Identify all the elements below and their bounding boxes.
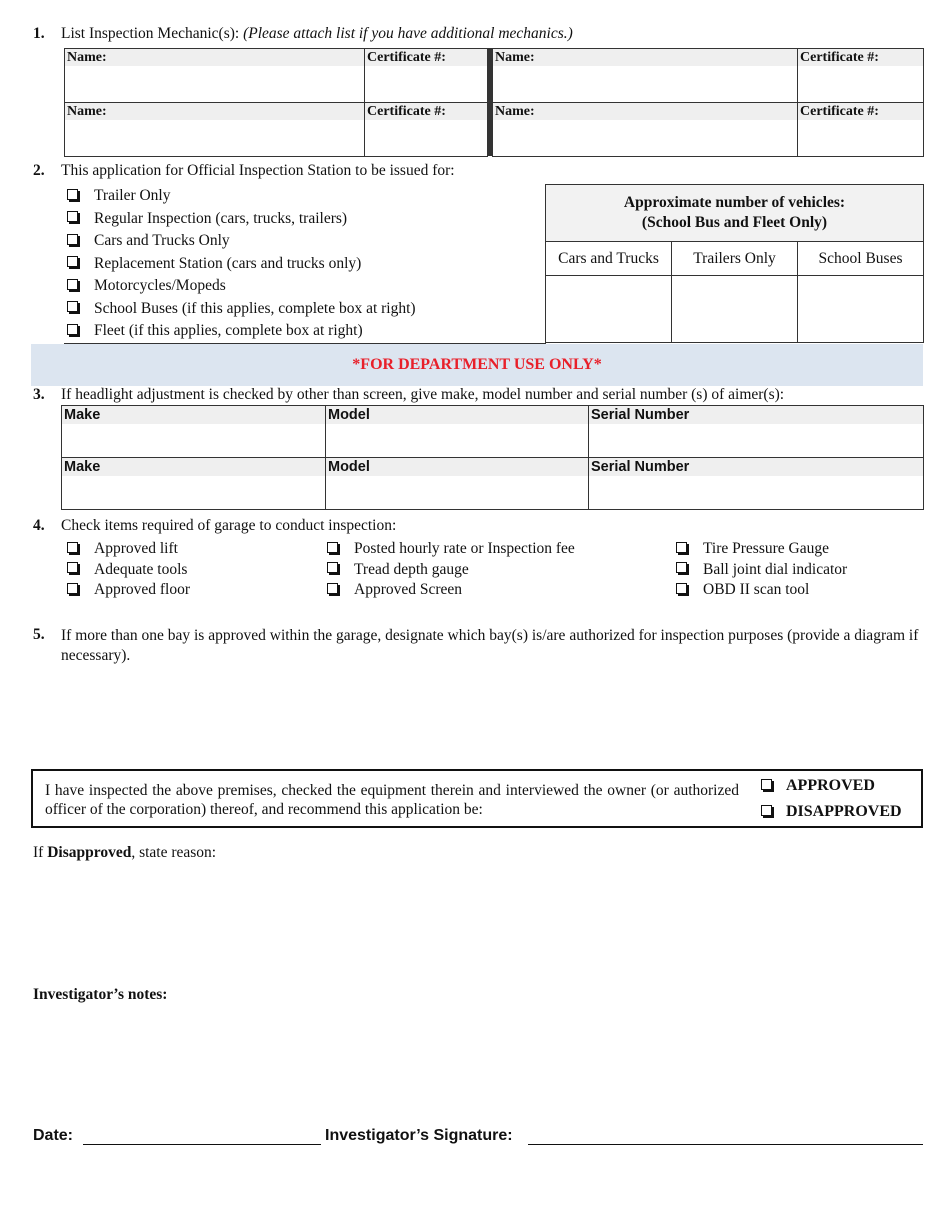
item-tread-depth-gauge[interactable]: Tread depth gauge: [327, 560, 575, 581]
checkbox-icon[interactable]: [67, 279, 78, 290]
section-3-text: If headlight adjustment is checked by other than screen, give make, model number and serial number (s) of aimer(s):: [61, 386, 785, 403]
item-approved-floor[interactable]: Approved floor: [67, 580, 190, 601]
trailers-count-field[interactable]: [672, 276, 798, 343]
vehicle-box-title: Approximate number of vehicles: (School Bus and Fleet Only): [546, 185, 924, 242]
option-replacement-station[interactable]: Replacement Station (cars and trucks only): [67, 253, 416, 276]
mechanic-cert-field-2[interactable]: Certificate #:: [798, 49, 924, 103]
section-4-text: Check items required of garage to conduct inspection:: [61, 517, 397, 534]
section-3-number: 3.: [33, 386, 45, 403]
recommendation-box: [31, 769, 923, 828]
aimer-table: [61, 405, 924, 510]
station-type-options: [67, 185, 416, 343]
checkbox-icon[interactable]: [67, 256, 78, 267]
garage-items-col-2: [327, 539, 575, 601]
signature-label: Investigator’s Signature:: [325, 1127, 513, 1144]
mechanic-cert-field-1[interactable]: Certificate #:: [365, 49, 488, 103]
aimer-make-field-1[interactable]: Make: [62, 406, 326, 458]
mechanic-name-field-1[interactable]: Name:: [65, 49, 365, 103]
item-tire-pressure-gauge[interactable]: Tire Pressure Gauge: [676, 539, 847, 560]
cars-trucks-count-field[interactable]: [546, 276, 672, 343]
vehicle-count-box: [545, 184, 924, 343]
option-motorcycles[interactable]: Motorcycles/Mopeds: [67, 275, 416, 298]
date-field[interactable]: [83, 1144, 321, 1145]
school-buses-count-field[interactable]: [798, 276, 924, 343]
mechanic-name-field-4[interactable]: Name:: [493, 103, 798, 157]
checkbox-icon[interactable]: [676, 542, 687, 553]
checkbox-icon[interactable]: [67, 583, 78, 594]
checkbox-icon[interactable]: [676, 562, 687, 573]
col-header-trailers: Trailers Only: [672, 242, 798, 276]
approved-option[interactable]: APPROVED: [761, 777, 875, 795]
section-5-number: 5.: [33, 626, 45, 643]
checkbox-icon[interactable]: [67, 234, 78, 245]
item-posted-rate[interactable]: Posted hourly rate or Inspection fee: [327, 539, 575, 560]
mechanic-name-field-2[interactable]: Name:: [493, 49, 798, 103]
section-4-number: 4.: [33, 517, 45, 534]
date-label: Date:: [33, 1127, 74, 1144]
checkbox-icon[interactable]: [67, 542, 78, 553]
investigator-notes-label: Investigator’s notes:: [33, 986, 168, 1003]
checkbox-icon[interactable]: [761, 805, 772, 816]
section-1-note: (Please attach list if you have additional mechanics.): [243, 25, 573, 42]
item-ball-joint-indicator[interactable]: Ball joint dial indicator: [676, 560, 847, 581]
section-2-text: This application for Official Inspection Station to be issued for:: [61, 162, 455, 179]
item-approved-screen[interactable]: Approved Screen: [327, 580, 575, 601]
checkbox-icon[interactable]: [761, 779, 772, 790]
option-fleet[interactable]: Fleet (if this applies, complete box at right): [67, 320, 416, 343]
checkbox-icon[interactable]: [327, 583, 338, 594]
aimer-serial-field-2[interactable]: Serial Number: [589, 458, 924, 510]
aimer-make-field-2[interactable]: Make: [62, 458, 326, 510]
checkbox-icon[interactable]: [67, 324, 78, 335]
col-header-cars-trucks: Cars and Trucks: [546, 242, 672, 276]
aimer-serial-field-1[interactable]: Serial Number: [589, 406, 924, 458]
item-approved-lift[interactable]: Approved lift: [67, 539, 190, 560]
checkbox-icon[interactable]: [327, 542, 338, 553]
signature-field[interactable]: [528, 1144, 923, 1145]
mechanic-name-field-3[interactable]: Name:: [65, 103, 365, 157]
checkbox-icon[interactable]: [67, 562, 78, 573]
mechanics-table-right: [492, 48, 924, 157]
option-school-buses[interactable]: School Buses (if this applies, complete box at right): [67, 298, 416, 321]
aimer-model-field-2[interactable]: Model: [326, 458, 589, 510]
item-obd-scan-tool[interactable]: OBD II scan tool: [676, 580, 847, 601]
checkbox-icon[interactable]: [67, 189, 78, 200]
mechanic-cert-field-4[interactable]: Certificate #:: [798, 103, 924, 157]
section-1-number: 1.: [33, 25, 45, 42]
section-5-text: If more than one bay is approved within the garage, designate which bay(s) is/are authorized for inspection purposes (provide a diagram if necessary).: [61, 627, 919, 664]
item-adequate-tools[interactable]: Adequate tools: [67, 560, 190, 581]
checkbox-icon[interactable]: [67, 211, 78, 222]
mechanic-cert-field-3[interactable]: Certificate #:: [365, 103, 488, 157]
checkbox-icon[interactable]: [327, 562, 338, 573]
checkbox-icon[interactable]: [676, 583, 687, 594]
col-header-school-buses: School Buses: [798, 242, 924, 276]
option-cars-trucks-only[interactable]: Cars and Trucks Only: [67, 230, 416, 253]
section-2-number: 2.: [33, 162, 45, 179]
garage-items-col-1: [67, 539, 190, 601]
department-use-text: *FOR DEPARTMENT USE ONLY*: [352, 356, 602, 373]
section-1-heading: [61, 25, 573, 43]
checkbox-icon[interactable]: [67, 301, 78, 312]
recommendation-text: I have inspected the above premises, checked the equipment therein and interviewed the owner (or authorized officer of the corporation) thereof, and recommend this application be:: [45, 782, 739, 818]
disapproved-reason-label: If Disapproved, state reason:: [33, 844, 217, 861]
option-regular-inspection[interactable]: Regular Inspection (cars, trucks, trailers): [67, 208, 416, 231]
section-1-text: List Inspection Mechanic(s):: [61, 25, 240, 42]
department-use-banner: [31, 344, 923, 386]
garage-items-col-3: [676, 539, 847, 601]
disapproved-option[interactable]: DISAPPROVED: [761, 803, 902, 821]
aimer-model-field-1[interactable]: Model: [326, 406, 589, 458]
option-trailer-only[interactable]: Trailer Only: [67, 185, 416, 208]
mechanics-table-left: [64, 48, 488, 157]
